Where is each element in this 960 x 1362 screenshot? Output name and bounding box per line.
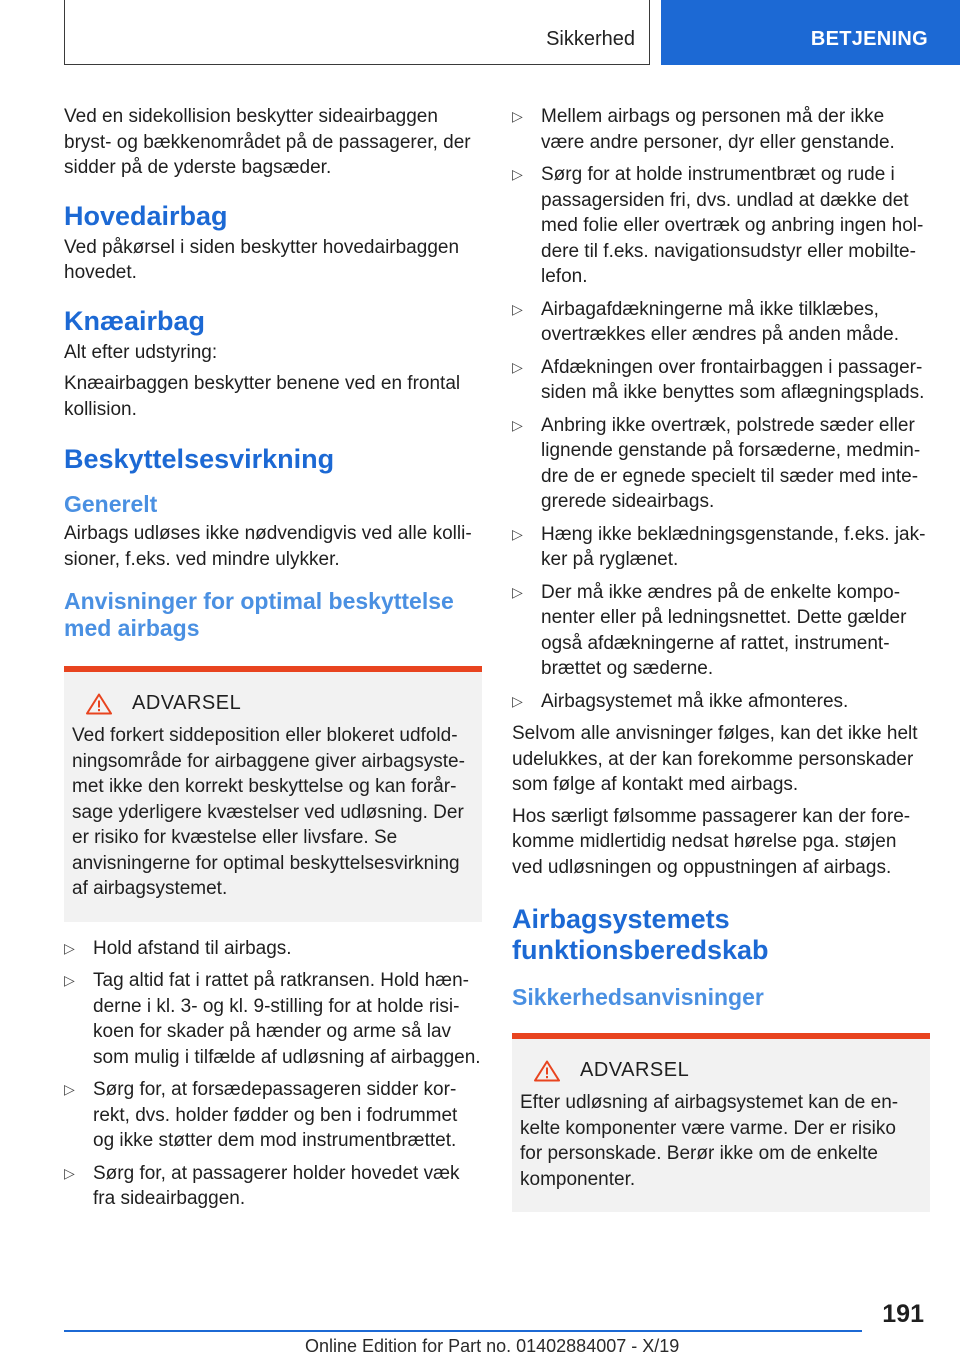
bullet-triangle-icon: ▷: [64, 939, 75, 956]
warning-title: ADVARSEL: [132, 692, 242, 714]
page-number: 191: [882, 1300, 924, 1328]
bullet-triangle-icon: ▷: [64, 1164, 75, 1181]
bullet-triangle-icon: ▷: [512, 358, 523, 375]
list-item: ▷ Afdækningen over frontairbaggen i passagersiden må ikke benyttes som aflægningsplads.: [512, 356, 925, 403]
bullet-triangle-icon: ▷: [512, 300, 523, 317]
subheading-generelt: Generelt: [64, 491, 158, 517]
bullet-triangle-icon: ▷: [64, 1081, 75, 1097]
list-item: ▷ Der må ikke ændres på de enkelte komponenter eller på ledningsnettet. Dette gælder også afdækningerne af rattet, instrumentbrættet og sæderne.: [512, 581, 907, 679]
list-item: ▷ Hæng ikke beklædningsgenstande, f.eks. jakker på ryglænet.: [512, 523, 926, 570]
header-section-box: [64, 0, 650, 65]
warning-text: Ved forkert siddeposition eller blokeret udfoldningsområde for airbaggene giver airbagsystemet ikke den korrekt beskyttelse og kan forårsage yderligere kvæstelser ved udløsning. Der er risiko for kvæstelse eller livsfare. Se anvisningerne for optimal beskyttelsesvirkning af airbagsystemet.: [72, 725, 465, 899]
list-item: ▷ Tag altid fat i rattet på ratkransen. Hold hænderne i kl. 3- og kl. 9-stilling for at holde risikoen for skader på hænder og arme så lav som mulig i tilfælde af udløsning af airbaggen.: [64, 970, 481, 1068]
paragraph-hovedairbag: Ved påkørsel i siden beskytter hovedairbaggen hovedet.: [64, 236, 460, 283]
subheading-anvisninger: Anvisninger for optimal beskyttelse med airbags: [64, 588, 454, 641]
header-chapter-title: BETJENING: [810, 28, 928, 50]
list-item: ▷ Anbring ikke overtræk, polstrede sæder eller lignende genstande på forsæderne, medmindre de er egnede specielt til sæder med integrerede sideairbags.: [512, 414, 921, 512]
warning-title: ADVARSEL: [580, 1059, 690, 1081]
footer-divider: [64, 1330, 862, 1332]
paragraph-generelt: Airbags udløses ikke nødvendigvis ved alle kollisioner, f.eks. ved mindre ulykker.: [64, 523, 472, 570]
paragraph-hos: Hos særligt følsomme passagerer kan der forekomme midlertidig nedsat hørelse pga. støjen ved udløsningen og oppustningen af airbags.: [512, 805, 911, 878]
bullet-triangle-icon: ▷: [512, 108, 523, 124]
header-section-title: Sikkerhed: [546, 28, 635, 50]
subheading-sikkerhedsanvisninger: Sikkerhedsanvisninger: [512, 984, 764, 1010]
paragraph-knaeairbag: Knæairbaggen beskytter benene ved en frontal kollision.: [64, 373, 461, 420]
heading-knaeairbag: Knæairbag: [64, 305, 206, 336]
list-item: ▷ Airbagsystemet må ikke afmonteres.: [512, 689, 930, 715]
bullet-list-right: [512, 104, 930, 714]
list-item: ▷ Sørg for, at passagerer holder hovedet væk fra sideairbaggen.: [64, 1162, 460, 1209]
heading-hovedairbag: Hovedairbag: [64, 200, 228, 231]
list-item: ▷ Sørg for, at forsædepassageren sidder korrekt, dvs. holder fødder og ben i fodrummet og ikke støtter dem mod instrumentbrættet.: [64, 1079, 458, 1151]
bullet-triangle-icon: ▷: [512, 583, 523, 600]
list-item: ▷ Hold afstand til airbags.: [64, 936, 482, 962]
warning-header: [520, 1059, 922, 1082]
bullet-triangle-icon: ▷: [512, 416, 523, 433]
list-item: ▷ Airbagafdækningerne må ikke tilklæbes, overtrækkes eller ændres på anden måde.: [512, 298, 900, 345]
warning-triangle-icon: [534, 1060, 560, 1082]
bullet-triangle-icon: ▷: [512, 525, 523, 542]
warning-text: Efter udløsning af airbagsystemet kan de enkelte komponenter være varme. Der er risiko for personskade. Berør ikke om de enkelte komponenter.: [520, 1092, 899, 1190]
warning-triangle-icon: [86, 693, 112, 715]
bullet-triangle-icon: ▷: [512, 692, 523, 709]
list-item: ▷ Sørg for at holde instrumentbræt og rude i passagersiden fri, dvs. undlad at dække det med folie eller overtræk og anbring ingen holdere til f.eks. navigationsudstyr eller mobiltelefon.: [512, 164, 924, 287]
list-item: ▷ Mellem airbags og personen må der ikke være andre personer, dyr eller genstande.: [512, 106, 895, 153]
paragraph-equipment: Alt efter udstyring:: [64, 341, 218, 363]
heading-beskyttelsesvirkning: Beskyttelsesvirkning: [64, 444, 335, 474]
bullet-triangle-icon: ▷: [64, 972, 75, 988]
heading-funktionsberedskab: Airbagsystemets funktionsberedskab: [512, 904, 769, 965]
footer-edition-text: Online Edition for Part no. 01402884007 - X/19: [305, 1336, 680, 1356]
warning-box-seating: [64, 666, 482, 922]
paragraph-selvom: Selvom alle anvisninger følges, kan det ikke helt udelukkes, at der kan forekomme personskader som følge af kontakt med airbags.: [512, 723, 918, 795]
bullet-list-left: [64, 936, 482, 1212]
bullet-triangle-icon: ▷: [512, 166, 523, 182]
warning-box-components: [512, 1033, 930, 1212]
right-column: [512, 104, 930, 1226]
header-chapter-tab: [661, 0, 960, 65]
left-column: [64, 104, 482, 1219]
intro-paragraph: Ved en sidekollision beskytter sideairbaggen bryst- og bækkenområdet på de passagerer, der sidder på de yderste bagsæder.: [64, 106, 471, 178]
warning-header: [72, 692, 474, 715]
